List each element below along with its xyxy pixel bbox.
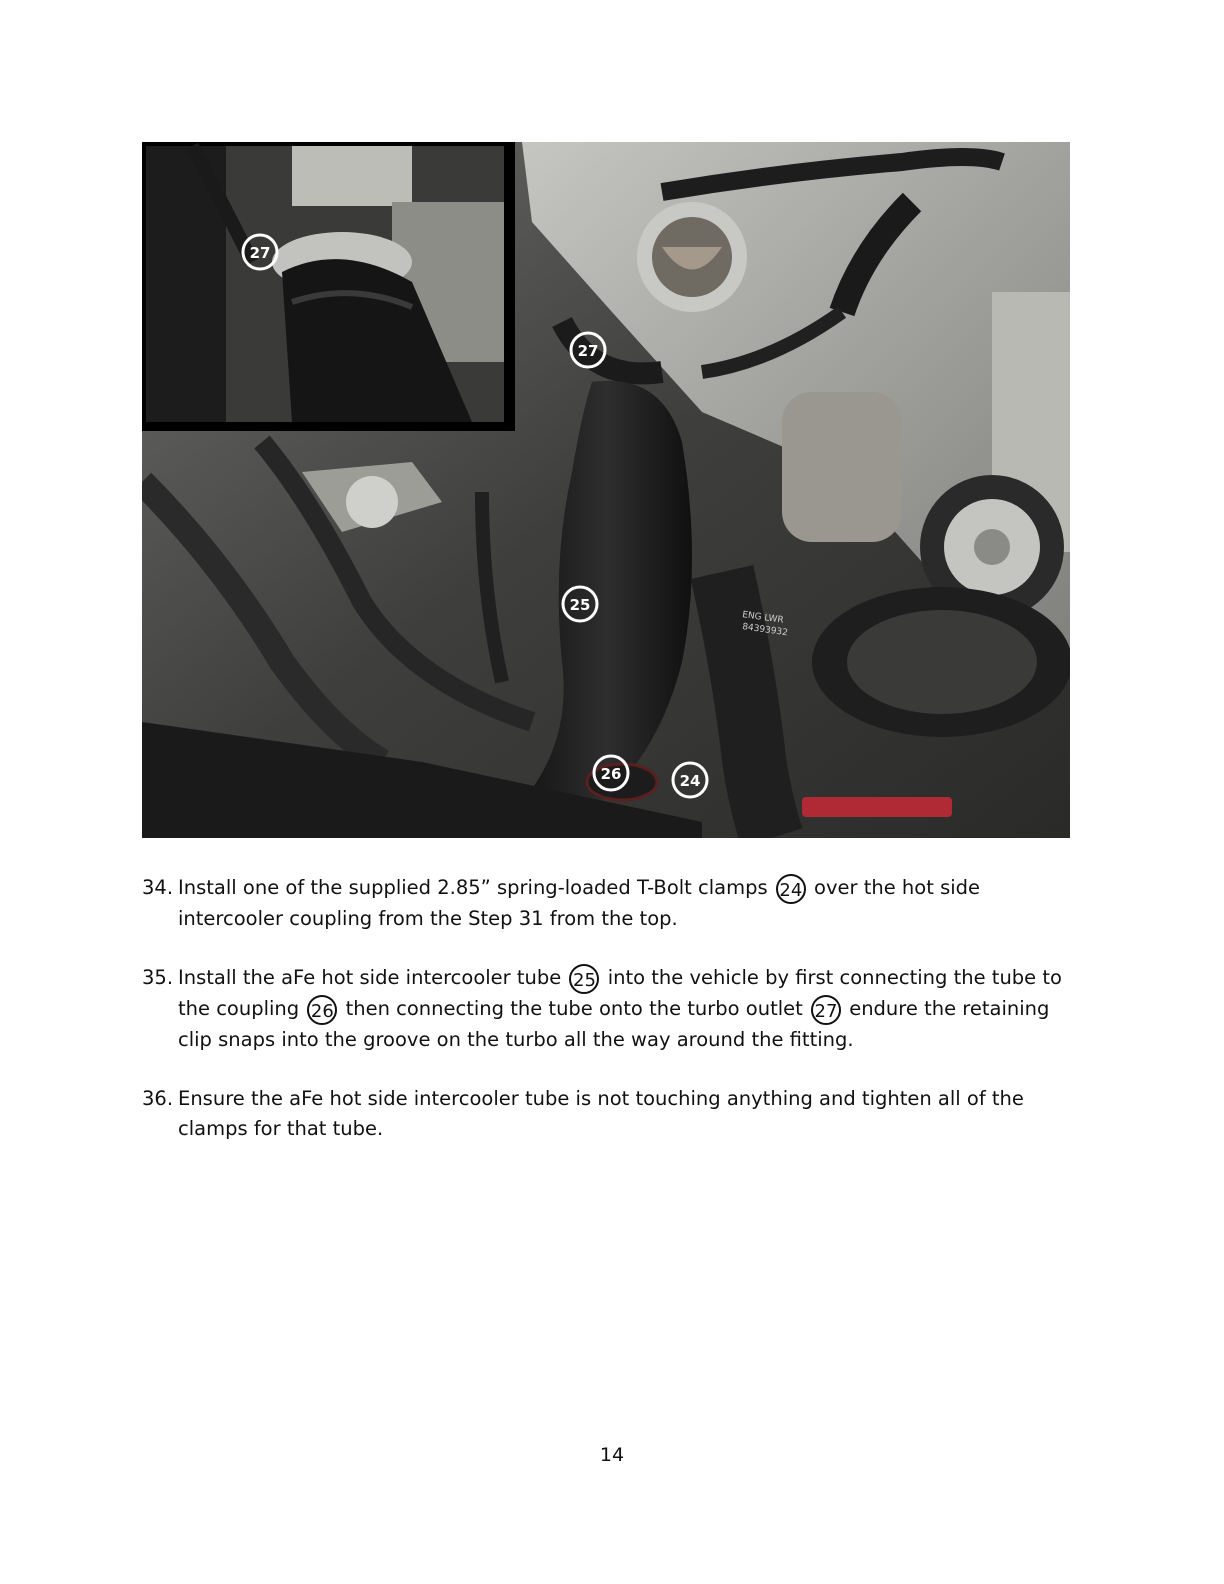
hose-label-line2: 84393932 xyxy=(741,622,789,639)
instruction-steps xyxy=(142,873,1082,1173)
svg-text:25: 25 xyxy=(569,596,591,614)
step-36 xyxy=(142,1084,1082,1143)
engine-bay-photo xyxy=(142,142,1070,838)
step-number: 36. xyxy=(142,1087,174,1110)
svg-text:27: 27 xyxy=(577,342,599,360)
step-text: over the hot side intercooler coupling from the Step 31 from the top. xyxy=(178,876,981,930)
svg-text:24: 24 xyxy=(679,772,701,790)
step-34 xyxy=(142,873,1082,934)
svg-text:27: 27 xyxy=(249,244,271,262)
page-number: 14 xyxy=(599,1444,625,1466)
step-35 xyxy=(142,963,1082,1055)
callout-badge-26: 26 xyxy=(307,995,337,1025)
inset-closeup xyxy=(142,142,512,428)
step-text: then connecting the tube onto the turbo outlet xyxy=(345,997,803,1020)
callout-badge-24: 24 xyxy=(776,874,806,904)
step-text: endure the retaining clip snaps into the groove on the turbo all the way around the fitting. xyxy=(178,997,1050,1051)
callout-badge-27: 27 xyxy=(811,995,841,1025)
callout-badge-25: 25 xyxy=(569,964,599,994)
step-number: 34. xyxy=(142,876,174,899)
step-text: Install one of the supplied 2.85” spring-loaded T-Bolt clamps xyxy=(178,876,768,899)
svg-text:26: 26 xyxy=(600,765,622,783)
step-text: Install the aFe hot side intercooler tube xyxy=(178,966,562,989)
hose-label-line1: ENG LWR xyxy=(741,610,785,626)
step-number: 35. xyxy=(142,966,174,989)
step-text: into the vehicle by first connecting the tube to the coupling xyxy=(178,966,1062,1020)
step-text: Ensure the aFe hot side intercooler tube is not touching anything and tighten all of the clamps for that tube. xyxy=(178,1087,1024,1140)
